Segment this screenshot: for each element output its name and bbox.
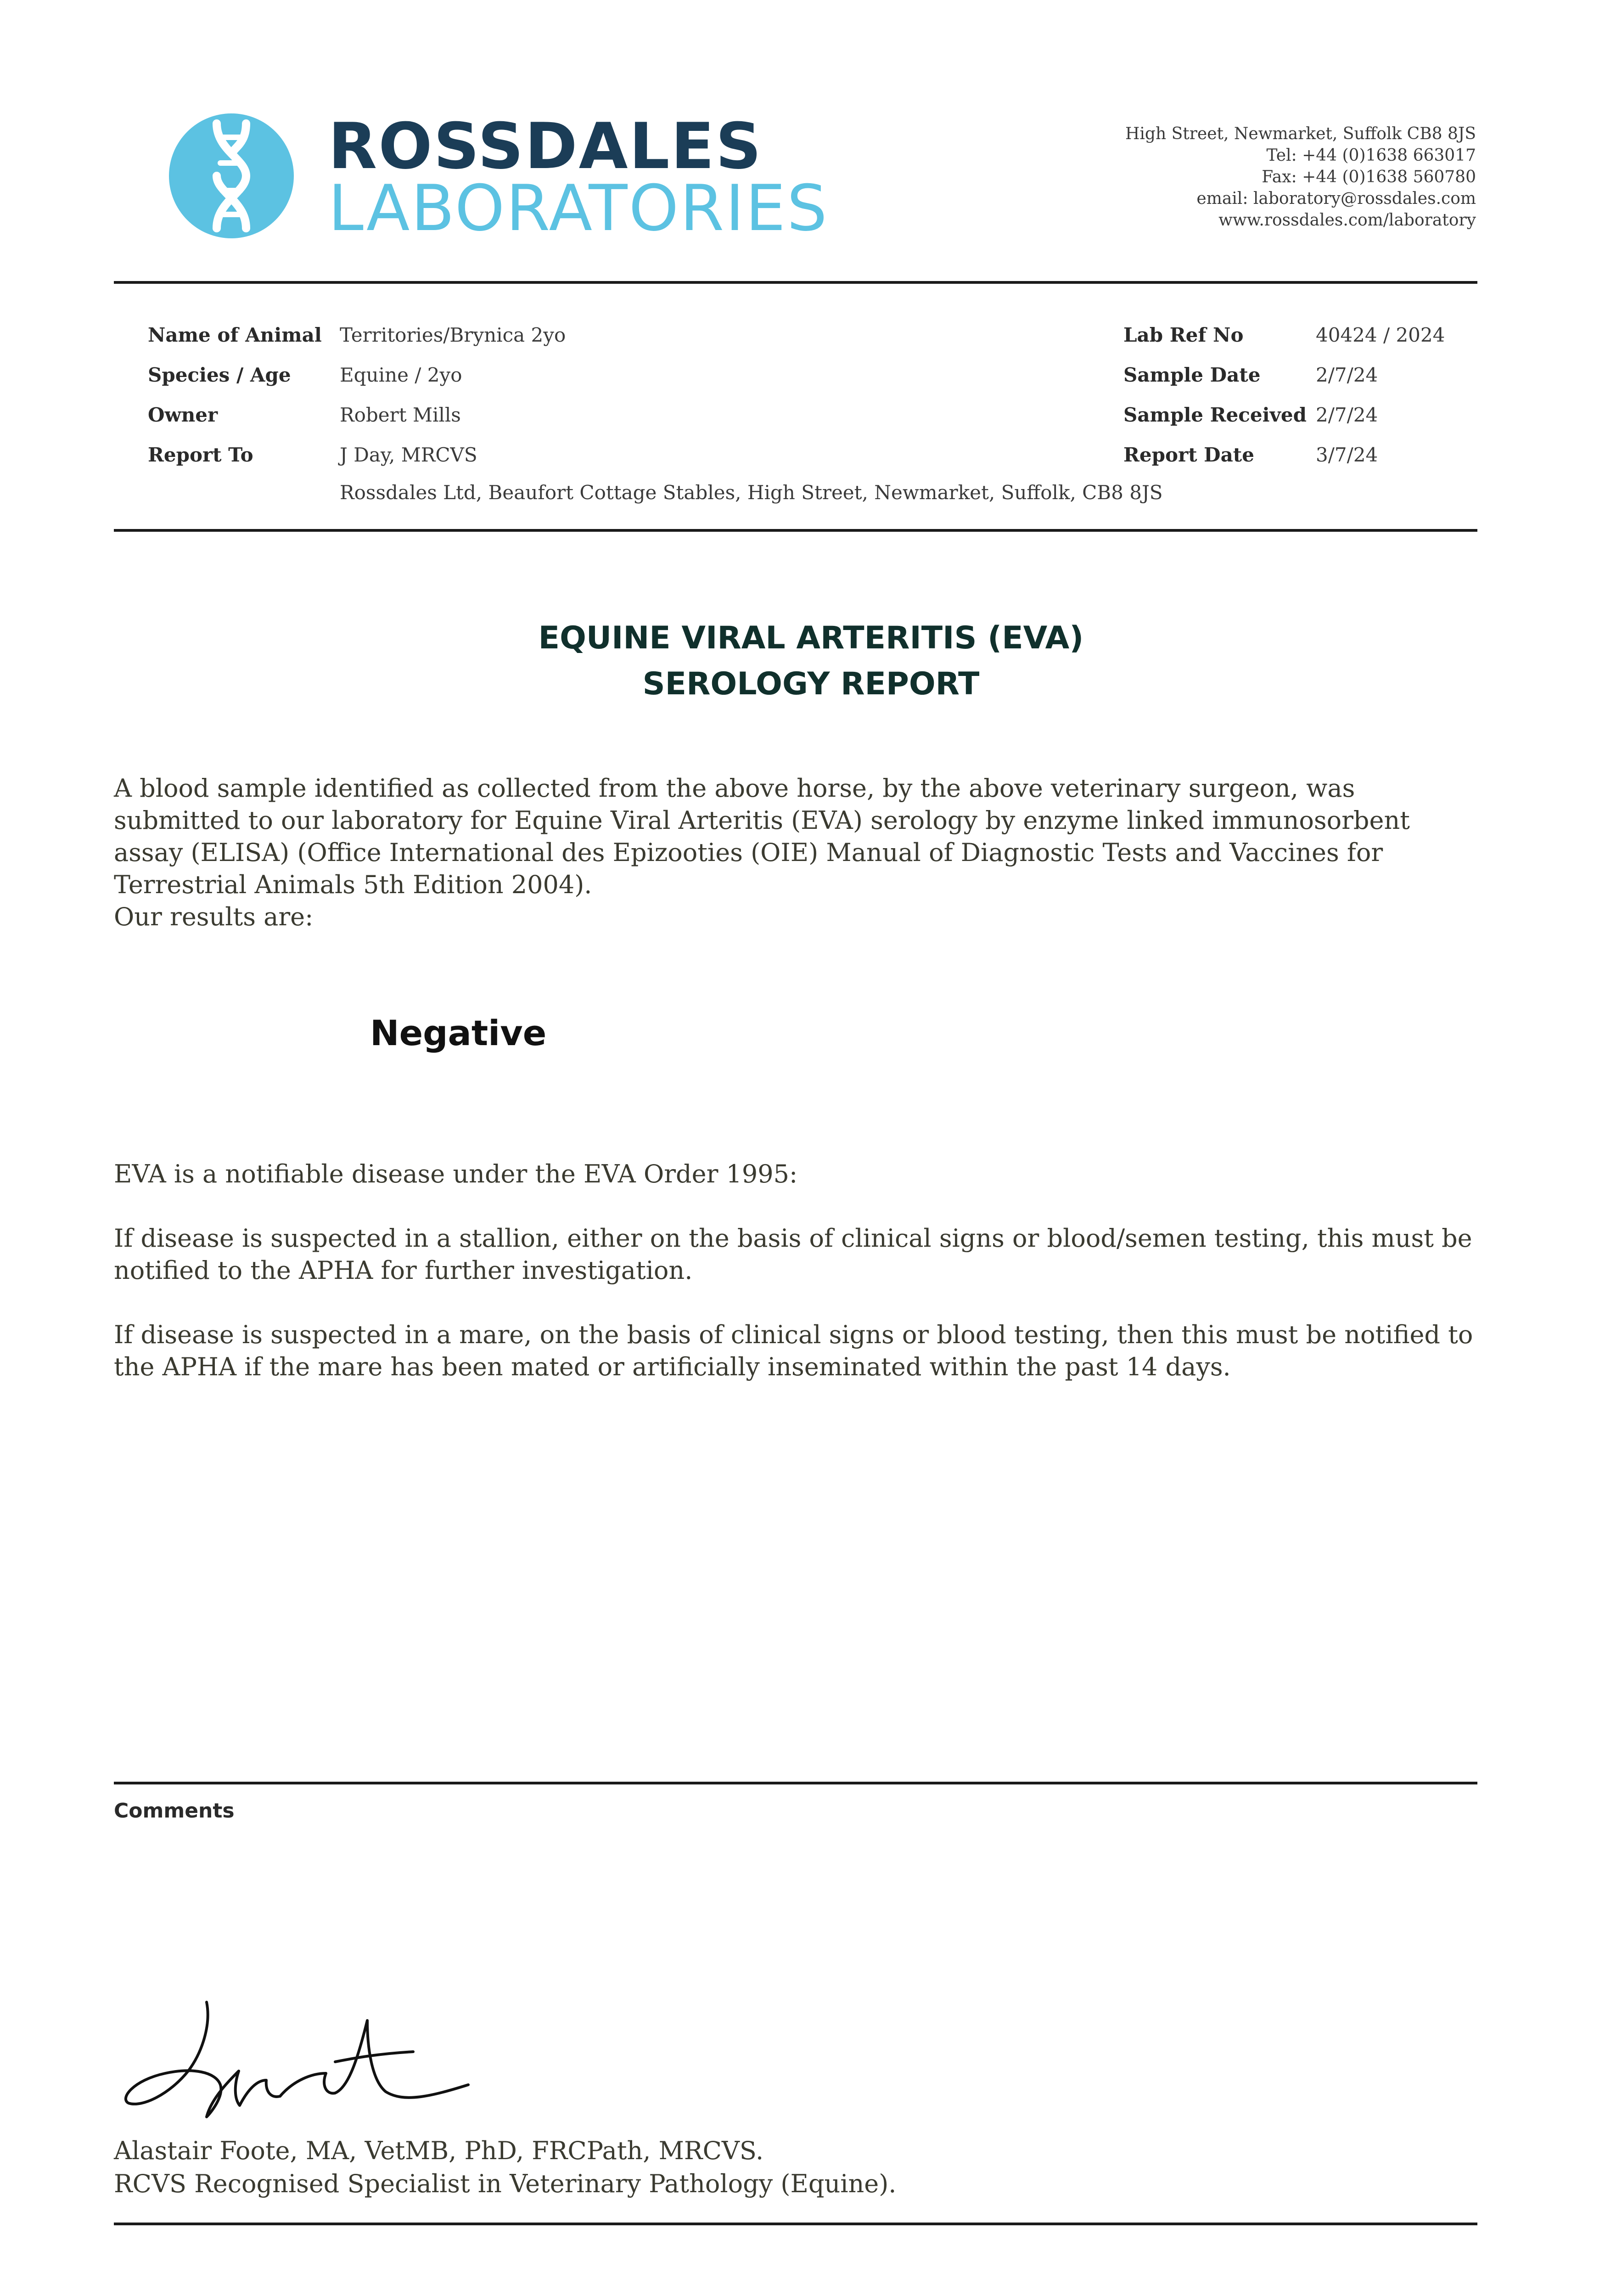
label-owner: Owner	[148, 404, 218, 426]
contact-tel: Tel: +44 (0)1638 663017	[1266, 146, 1476, 165]
value-lab-ref-no: 40424 / 2024	[1316, 324, 1445, 346]
result-value: Negative	[370, 1013, 547, 1053]
contact-block	[1063, 123, 1476, 231]
mare-paragraph: If disease is suspected in a mare, on the basis of clinical signs or blood testing, then this must be notified to the APHA if the mare has been mated or artificially inseminated within the past 14 days.	[114, 1320, 1473, 1381]
brand-name-line2: LABORATORIES	[328, 171, 829, 245]
contact-email[interactable]: email: laboratory@rossdales.com	[1196, 189, 1476, 208]
footer-divider	[114, 2223, 1477, 2225]
contact-fax: Fax: +44 (0)1638 560780	[1262, 168, 1476, 186]
signatory-title: RCVS Recognised Specialist in Veterinary Pathology (Equine).	[114, 2169, 897, 2198]
value-sample-received: 2/7/24	[1316, 404, 1378, 426]
value-species-age: Equine / 2yo	[340, 364, 462, 386]
header-divider	[114, 281, 1477, 284]
label-sample-received: Sample Received	[1123, 404, 1307, 426]
label-report-to: Report To	[148, 444, 253, 466]
details-divider	[114, 529, 1477, 532]
stallion-paragraph: If disease is suspected in a stallion, either on the basis of clinical signs or blood/semen testing, this must be notified to the APHA for further investigation.	[114, 1224, 1472, 1285]
notifiable-paragraph: EVA is a notifiable disease under the EVA Order 1995:	[114, 1159, 798, 1188]
label-species-age: Species / Age	[148, 364, 291, 386]
label-sample-date: Sample Date	[1123, 364, 1261, 386]
report-title-line1: EQUINE VIRAL ARTERITIS (EVA)	[538, 620, 1084, 656]
value-name-of-animal: Territories/Brynica 2yo	[340, 324, 566, 346]
handwritten-signature	[119, 1993, 477, 2126]
results-lead: Our results are:	[114, 902, 314, 931]
label-lab-ref-no: Lab Ref No	[1123, 324, 1244, 346]
label-name-of-animal: Name of Animal	[148, 324, 322, 346]
brand-name-line1: ROSSDALES	[328, 109, 763, 183]
value-report-to: J Day, MRCVS	[340, 444, 477, 466]
comments-label: Comments	[114, 1799, 235, 1823]
contact-website[interactable]: www.rossdales.com/laboratory	[1218, 211, 1476, 230]
dna-logo-icon	[169, 113, 294, 238]
signatory-name: Alastair Foote, MA, VetMB, PhD, FRCPath, MRCVS.	[114, 2136, 764, 2165]
intro-paragraph: A blood sample identified as collected from the above horse, by the above veterinary surgeon, was submitted to our laboratory for Equine Viral Arteritis (EVA) serology by enzyme linked immunosorbent assay (ELISA) (Office International des Epizooties (OIE) Manual of Diagnostic Tests and Vaccines for Terrestrial Animals 5th Edition 2004).	[114, 774, 1410, 899]
report-title-line2: SEROLOGY REPORT	[642, 666, 980, 702]
label-report-date: Report Date	[1123, 444, 1254, 466]
contact-address: High Street, Newmarket, Suffolk CB8 8JS	[1125, 124, 1476, 143]
value-report-to-address: Rossdales Ltd, Beaufort Cottage Stables, High Street, Newmarket, Suffolk, CB8 8JS	[340, 481, 1163, 504]
value-owner: Robert Mills	[340, 404, 461, 426]
value-report-date: 3/7/24	[1316, 444, 1378, 466]
value-sample-date: 2/7/24	[1316, 364, 1378, 386]
comments-divider	[114, 1782, 1477, 1784]
